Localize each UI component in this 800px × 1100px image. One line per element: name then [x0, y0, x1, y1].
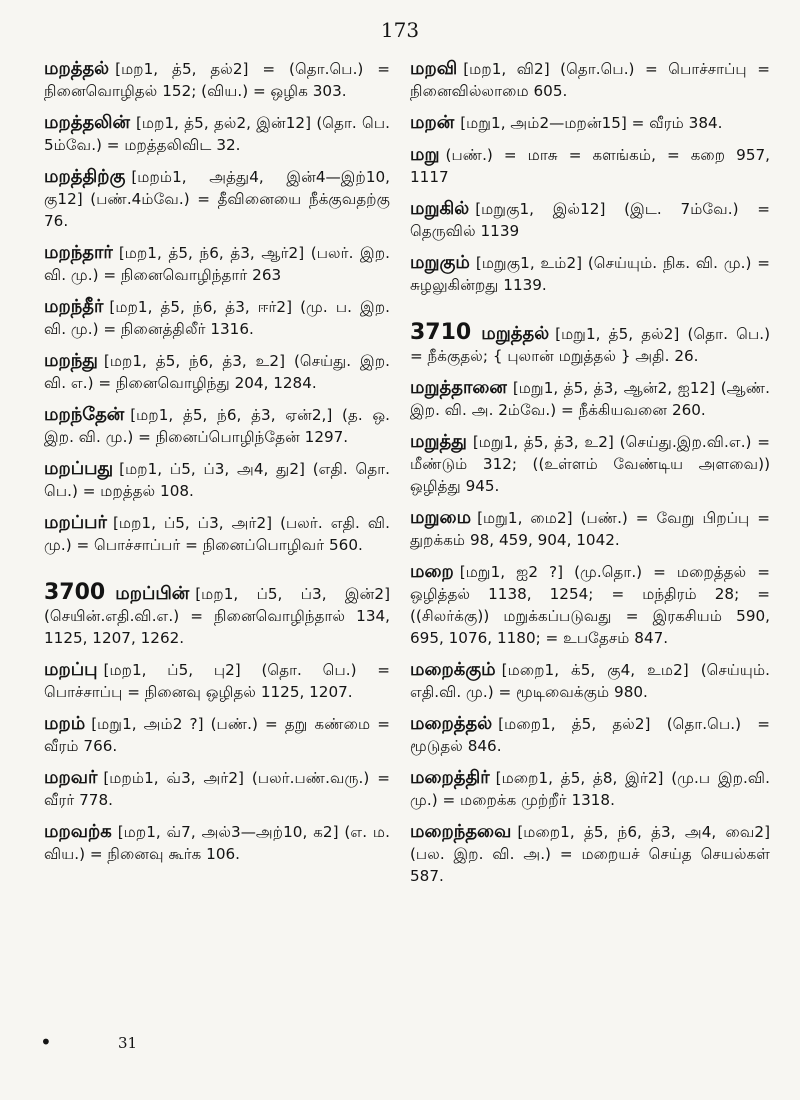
headword: மறவர் — [44, 767, 98, 788]
entry-text: [மற1, ப்5, ப்3, அ4, து2] (எதி. தொ. பெ.) = மறத்தல் 108. — [44, 460, 390, 500]
headword: மறந்தீர் — [44, 296, 104, 317]
entry-text: [மறு1, மை2] (பண்.) = வேறு பிறப்பு = துறக்கம் 98, 459, 904, 1042. — [410, 509, 770, 549]
dictionary-entry — [410, 322, 770, 367]
entry-text: [மற1, த்5, ந்6, த்3, ஈர்2] (மு. ப. இற. வி. மு.) = நினைத்திலீர் 1316. — [44, 298, 390, 338]
entry-text: [மறுகு1, இல்12] (இட. 7ம்வே.) = தெருவில் 1139 — [410, 200, 770, 240]
dictionary-entry — [410, 58, 770, 102]
headword: மறத்தல் — [44, 58, 110, 79]
headword: மறைக்கும் — [410, 659, 496, 680]
dictionary-entry — [44, 404, 390, 448]
headword: மறு — [410, 144, 440, 165]
dictionary-entry — [44, 458, 390, 502]
dictionary-entry — [410, 112, 770, 134]
headword: மறப்பர் — [44, 512, 107, 533]
entry-text: [மறை1, த்5, தல்2] (தொ.பெ.) = மூடுதல் 846. — [410, 715, 770, 755]
headword: மறம் — [44, 713, 86, 734]
dictionary-entry — [410, 659, 770, 703]
entry-text: (பண்.) = மாசு = களங்கம், = கறை 957, 1117 — [410, 146, 770, 186]
headword: மறன் — [410, 112, 455, 133]
headword: மறுத்து — [410, 431, 467, 452]
dictionary-entry — [44, 582, 390, 649]
entry-text: [மறுகு1, உம்2] (செய்யும். நிக. வி. மு.) = சுழலுகின்றது 1139. — [410, 254, 770, 294]
entry-text: [மற1, த்5, ந்6, த்3, ஆர்2] (பலர். இற. வி. மு.) = நினைவொழிந்தார் 263 — [44, 244, 390, 284]
headword: மறப்பது — [44, 458, 114, 479]
footer-dot: • — [40, 1030, 52, 1054]
dictionary-entry — [44, 512, 390, 556]
entry-text: [மறு1, த்5, தல்2] (தொ. பெ.) = நீக்குதல்; { புலான் மறுத்தல் } அதி. 26. — [410, 325, 770, 365]
entry-text: [மறு1, அம்2 ?] (பண்.) = தறு கண்மை = வீரம் 766. — [44, 715, 390, 755]
headword: மறுகில் — [410, 198, 470, 219]
dictionary-entry — [410, 431, 770, 497]
dictionary-entry — [410, 144, 770, 188]
headword: மறுத்தல் — [481, 323, 550, 344]
dictionary-entry — [410, 561, 770, 649]
dictionary-entry — [44, 350, 390, 394]
headword: மறுகும் — [410, 252, 470, 273]
right-column — [410, 58, 770, 897]
dictionary-entry — [44, 166, 390, 232]
headword: மறுமை — [410, 507, 472, 528]
entry-text: [மறம்1, வ்3, அர்2] (பலர்.பண்.வரு.) = வீரர் 778. — [44, 769, 390, 809]
dictionary-entry — [44, 112, 390, 156]
entry-text: [மறு1, அம்2—மறன்15] = வீரம் 384. — [460, 114, 723, 132]
headword: மறந்தார் — [44, 242, 113, 263]
dictionary-entry — [44, 242, 390, 286]
headword: மறந்து — [44, 350, 98, 371]
dictionary-entry — [410, 821, 770, 887]
dictionary-entry — [410, 198, 770, 242]
headword: மறத்திற்கு — [44, 166, 126, 187]
entry-text: [மறு1, த்5, த்3, உ2] (செய்து.இற.வி.எ.) = மீண்டும் 312; ((உள்ளம் வேண்டிய அளவை)) ஒழித்து 945. — [410, 433, 770, 495]
dictionary-entry — [410, 713, 770, 757]
dictionary-entry — [410, 507, 770, 551]
dictionary-entry — [44, 659, 390, 703]
entry-text: [மற1, வி2] (தொ.பெ.) = பொச்சாப்பு = நினைவில்லாமை 605. — [410, 60, 770, 100]
section-number: 3710 — [410, 320, 472, 345]
headword: மறுத்தானை — [410, 377, 507, 398]
dictionary-entry — [410, 767, 770, 811]
entry-text: [மற1, ப்5, ப்3, அர்2] (பலர். எதி. வி. மு.) = பொச்சாப்பர் = நினைப்பொழிவர் 560. — [44, 514, 390, 554]
entry-text: [மற1, த்5, ந்6, த்3, ஏன்2,] (த. ஒ. இற. வி. மு.) = நினைப்பொழிந்தேன் 1297. — [44, 406, 390, 446]
dictionary-entry — [44, 713, 390, 757]
entry-text: [மற1, ப்5, ப்3, இன்2] (செயின்.எதி.வி.எ.) = நினைவொழிந்தால் 134, 1125, 1207, 1262. — [44, 585, 390, 647]
entry-text: [மற1, ப்5, பு2] (தொ. பெ.) = பொச்சாப்பு = நினைவு ஒழிதல் 1125, 1207. — [44, 661, 390, 701]
headword: மறவற்க — [44, 821, 112, 842]
left-column — [44, 58, 390, 875]
entry-text: [மற1, த்5, ந்6, த்3, உ2] (செய்து. இற. வி. எ.) = நினைவொழிந்து 204, 1284. — [44, 352, 390, 392]
entry-text: [மற1, த்5, தல்2, இன்12] (தொ. பெ. 5ம்வே.) = மறத்தலிவிட 32. — [44, 114, 390, 154]
headword: மறைத்திர் — [410, 767, 490, 788]
headword: மறைத்தல் — [410, 713, 493, 734]
headword: மறைந்தவை — [410, 821, 512, 842]
dictionary-entry — [44, 821, 390, 865]
dictionary-entry — [44, 58, 390, 102]
dictionary-entry — [410, 377, 770, 421]
entry-text: [மறு1, த்5, த்3, ஆன்2, ஐ12] (ஆண். இற. வி. அ. 2ம்வே.) = நீக்கியவனை 260. — [410, 379, 770, 419]
headword: மறப்பின் — [115, 583, 190, 604]
section-number: 3700 — [44, 580, 106, 605]
entry-text: [மறு1, ஐ2 ?] (மு.தொ.) = மறைத்தல் = ஒழித்தல் 1138, 1254; = மந்திரம் 28; = ((சிலர்க்கு)) மறுக்கப்படுவது = இரகசியம் 590, 695, 1076, 1180; = உபதேசம் 847. — [410, 563, 770, 647]
headword: மறத்தலின் — [44, 112, 130, 133]
dictionary-entry — [410, 252, 770, 296]
entry-text: [மறை1, த்5, ந்6, த்3, அ4, வை2] (பல. இற. வி. அ.) = மறையச் செய்த செயல்கள் 587. — [410, 823, 770, 885]
headword: மறந்தேன் — [44, 404, 125, 425]
page-number: 173 — [380, 18, 420, 42]
headword: மறை — [410, 561, 454, 582]
entry-text: [மறை1, த்5, த்8, இர்2] (மு.ப இற.வி. மு.) = மறைக்க முற்றீர் 1318. — [410, 769, 770, 809]
entry-text: [மறை1, க்5, கு4, உம2] (செய்யும். எதி.வி. மு.) = மூடிவைக்கும் 980. — [410, 661, 770, 701]
dictionary-entry — [44, 767, 390, 811]
dictionary-entry — [44, 296, 390, 340]
headword: மறவி — [410, 58, 458, 79]
signature-number: 31 — [118, 1034, 138, 1052]
headword: மறப்பு — [44, 659, 98, 680]
entry-text: [மறம்1, அத்து4, இன்4—இற்10, கு12] (பண்.4ம்வே.) = தீவினையை நீக்குவதற்கு 76. — [44, 168, 390, 230]
entry-text: [மற1, வ்7, அல்3—அற்10, க2] (எ. ம. விய.) = நினைவு கூர்க 106. — [44, 823, 390, 863]
entry-text: [மற1, த்5, தல்2] = (தொ.பெ.) = நினைவொழிதல் 152; (விய.) = ஒழிக 303. — [44, 60, 390, 100]
